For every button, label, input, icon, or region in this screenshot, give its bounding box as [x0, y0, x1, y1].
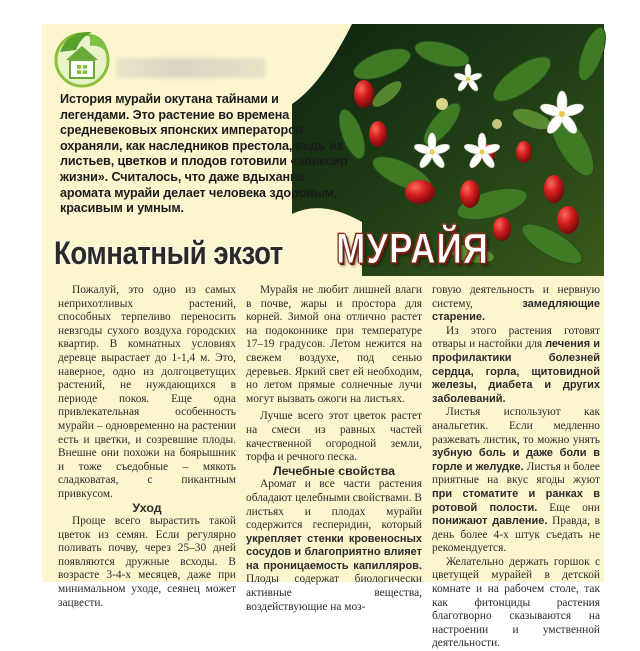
- text-run-bold: лечения и профилактики болезней сердца, горла, щитовидной железы, диабета и других заболеваний.: [432, 338, 600, 405]
- section-heading: Лечебные свойства: [272, 463, 396, 478]
- paragraph: [432, 325, 600, 407]
- blurred-header-strip: [116, 58, 266, 78]
- text-run-bold: зубную боль и даже боли в горле и желудке.: [432, 447, 600, 473]
- text-run: Из этого растения готовят отвары и настойки для: [432, 324, 600, 351]
- text-run: Правда, в день более 4-х штук съедать не рекомендуется.: [432, 515, 600, 555]
- text-column-1: [58, 284, 236, 610]
- text-run-bold: замедляющие старение.: [432, 297, 600, 324]
- text-run-bold: укрепляет стенки кровеносных сосудов и благоприятно влияет на проницаемость капилляров.: [246, 532, 422, 572]
- intro-paragraph: История мурайи окутана тайнами и легендами. Это растение во времена средневековых японских императоров охраняли, как наследников престола, ведь из листьев, цветков и плодов готовили «эликсир жизни». Считалось, что даже вдыхание аромата мурайи делает человека здоровым, красивым и умным.: [60, 92, 348, 216]
- paragraph: Желательно держать горшок с цветущей мурайей в детской комнате и на рабочем столе, так как фитонциды растения благотворно сказываются на настроении и умственной деятельности.: [432, 555, 600, 650]
- text-run: Листья и более приятные на вкус ягоды жуют: [432, 460, 600, 487]
- paragraph: [432, 284, 600, 325]
- newspaper-clipping: [42, 24, 604, 650]
- paragraph: Проще всего вырастить такой цветок из семян. Если регулярно поливать почву, через 25–30 дней появляются дружные всходы. В возрасте 3-4-х месяцев, даже при минимальном уходе, сеянец может зацвести.: [58, 515, 236, 609]
- paragraph: [432, 406, 600, 556]
- house-logo-icon: [50, 24, 114, 94]
- text-run: Аромат и все части растения обладают целебными свойствами. В листьях и плодах мурайи содержится гесперидин, который: [246, 478, 422, 532]
- paragraph: Пожалуй, это одно из самых неприхотливых растений, способных терпеливо переносить невзгоды сухого воздуха городских квартир. В комнатных условиях деревце вырастает до 1-1,4 м. Это, наверное, одно из долгоцветущих растений, не нуждающихся в периоде покоя. Еще одна привлекательная особенность мурайи – одновременно на растении есть и цветки, и созревшие плоды. Внешне они похожи на боярышник и тоже съедобные – мякоть сладковатая, с пикантным привкусом.: [58, 284, 236, 500]
- paragraph: Лучше всего этот цветок растет на смеси из равных частей качественной огородной земли, торфа и речного песка.: [246, 410, 422, 464]
- text-run-bold: при стоматите и ранках в ротовой полости.: [432, 487, 600, 514]
- text-column-3: [432, 284, 600, 651]
- section-heading: Уход: [132, 500, 162, 515]
- text-column-2: [246, 284, 422, 614]
- text-run-bold: понижают давление.: [432, 515, 548, 528]
- title-main: Комнатный экзот: [54, 235, 283, 271]
- paragraph: [246, 478, 422, 614]
- text-run: Листья используют как анальгетик. Если медленно разжевать листик, то можно унять: [432, 406, 600, 446]
- article-title: [54, 222, 604, 272]
- text-run: Еще они: [537, 501, 600, 514]
- paragraph: Мурайя не любит лишней влаги в почве, жары и простора для корней. Зимой она отлично растет на подоконнике при температуре 17–19 градусов. Летом нежится на свежем воздухе, под сенью деревьев. Яркий свет ей необходим, но летом прямые солнечные лучи могут вызвать ожоги на листьях.: [246, 284, 422, 405]
- text-run: говую деятельность и нервную систему,: [432, 284, 600, 310]
- text-run: Плоды содержат биологически активные вещества, воздействующие на моз-: [246, 573, 422, 613]
- title-accent: МУРАЙЯ: [336, 225, 489, 273]
